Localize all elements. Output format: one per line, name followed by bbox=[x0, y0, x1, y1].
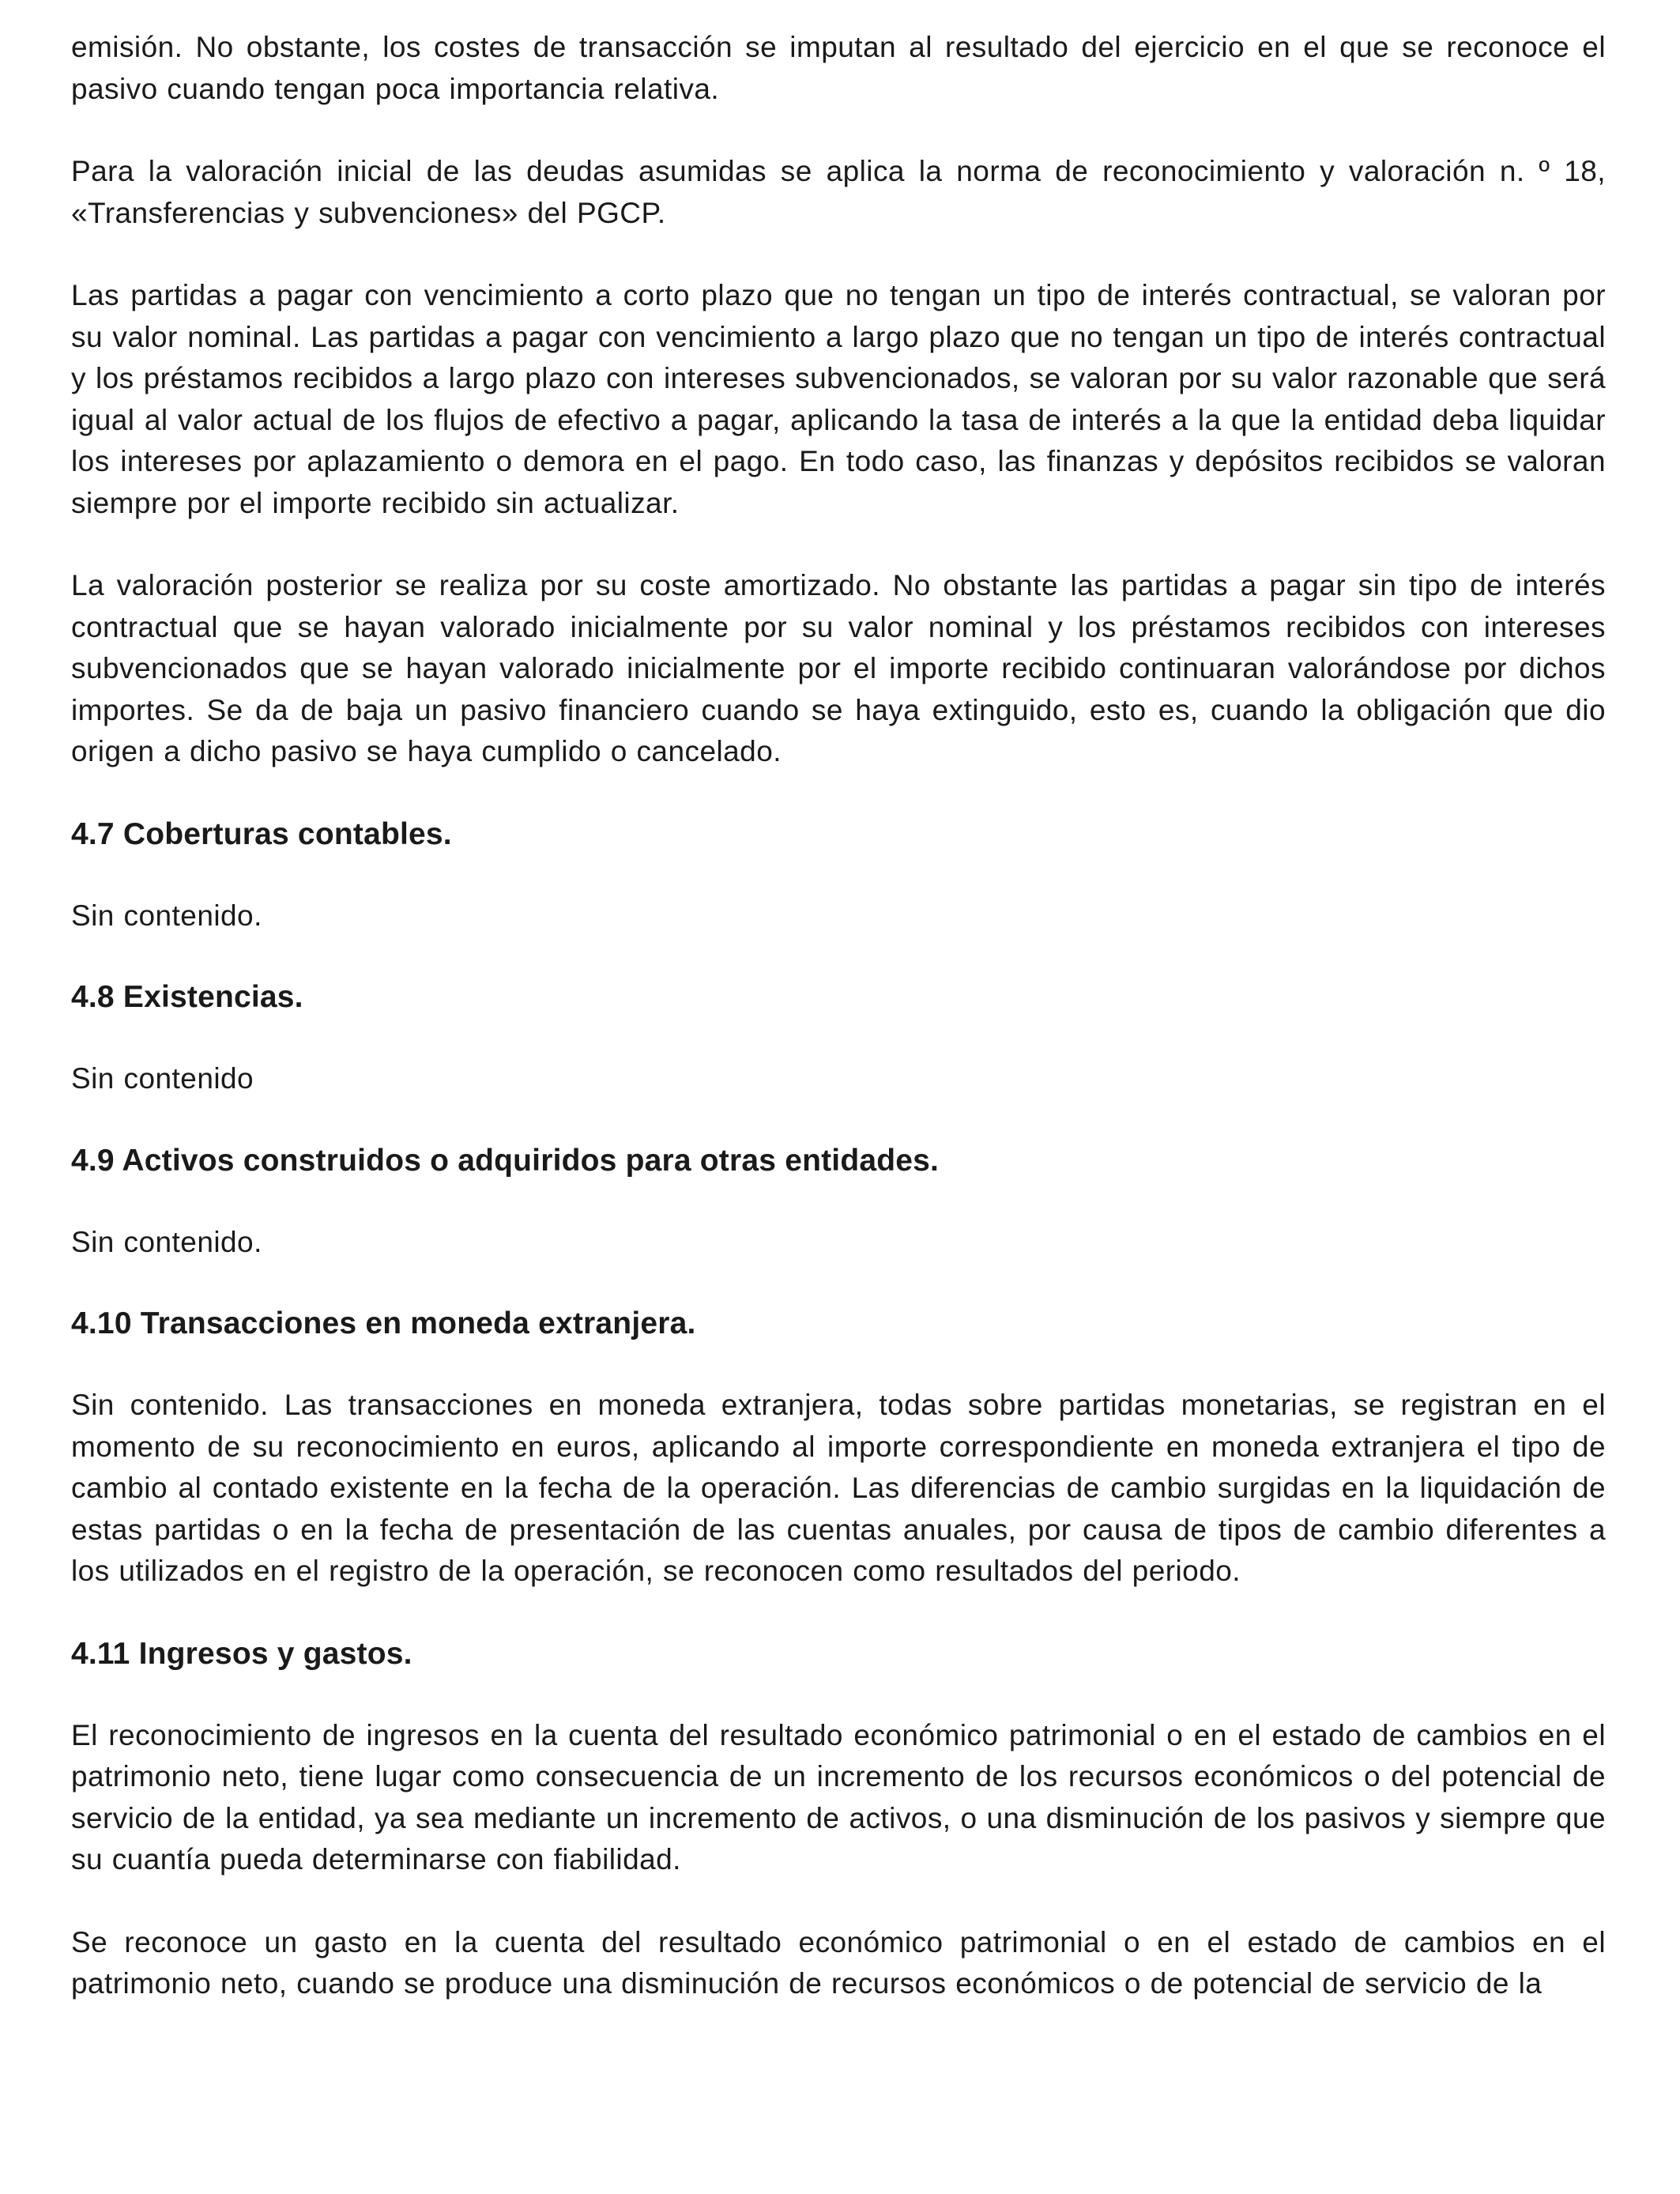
paragraph-emision-costes: emisión. No obstante, los costes de transacción se imputan al resultado del ejercicio en el que se reconoce el pasivo cuando tengan poca importancia relativa. bbox=[71, 31, 1606, 105]
heading-existencias: 4.8 Existencias. bbox=[71, 980, 303, 1014]
heading-ingresos-gastos: 4.11 Ingresos y gastos. bbox=[71, 1636, 412, 1671]
paragraph-reconocimiento-gasto: Se reconoce un gasto en la cuenta del resultado económico patrimonial o en el estado de cambios en el patrimonio neto, cuando se produce una disminución de recursos económicos o de potencial de servicio de la bbox=[71, 1925, 1606, 2000]
document-body bbox=[71, 27, 1606, 2005]
paragraph-partidas-a-pagar: Las partidas a pagar con vencimiento a corto plazo que no tengan un tipo de interés contractual, se valoran por su valor nominal. Las partidas a pagar con vencimiento a largo plazo que no tengan un tipo de interés contractual y los préstamos recibidos a largo plazo con intereses subvencionados, se valoran por su valor razonable que será igual al valor actual de los flujos de efectivo a pagar, aplicando la tasa de interés a la que la entidad deba liquidar los intereses por aplazamiento o demora en el pago. En todo caso, las finanzas y depósitos recibidos se valoran siempre por el importe recibido sin actualizar. bbox=[71, 279, 1606, 519]
paragraph-moneda-extranjera: Sin contenido. Las transacciones en moneda extranjera, todas sobre partidas monetarias, se registran en el momento de su reconocimiento en euros, aplicando al importe correspondiente en moneda extranjera el tipo de cambio al contado existente en la fecha de la operación. Las diferencias de cambio surgidas en la liquidación de estas partidas o en la fecha de presentación de las cuentas anuales, por causa de tipos de cambio diferentes a los utilizados en el registro de la operación, se reconocen como resultados del periodo. bbox=[71, 1389, 1606, 1587]
paragraph-reconocimiento-ingresos: El reconocimiento de ingresos en la cuenta del resultado económico patrimonial o en el estado de cambios en el patrimonio neto, tiene lugar como consecuencia de un incremento de los recursos económicos o del potencial de servicio de la entidad, ya sea mediante un incremento de activos, o una disminución de los pasivos y siempre que su cuantía pueda determinarse con fiabilidad. bbox=[71, 1718, 1606, 1875]
paragraph-valoracion-inicial-deudas: Para la valoración inicial de las deudas asumidas se aplica la norma de reconocimiento y valoración n. º 18, «Transferencias y subvenciones» del PGCP. bbox=[71, 155, 1606, 229]
paragraph-activos-sin-contenido: Sin contenido. bbox=[71, 1225, 262, 1258]
paragraph-valoracion-posterior: La valoración posterior se realiza por su coste amortizado. No obstante las partidas a pagar sin tipo de interés contractual que se hayan valorado inicialmente por su valor nominal y los préstamos recibidos con intereses subvencionados que se hayan valorado inicialmente por el importe recibido continuaran valorándose por dichos importes. Se da de baja un pasivo financiero cuando se haya extinguido, esto es, cuando la obligación que dio origen a dicho pasivo se haya cumplido o cancelado. bbox=[71, 569, 1606, 767]
heading-coberturas-contables: 4.7 Coberturas contables. bbox=[71, 816, 452, 851]
paragraph-coberturas-sin-contenido: Sin contenido. bbox=[71, 899, 262, 932]
heading-activos-construidos: 4.9 Activos construidos o adquiridos para otras entidades. bbox=[71, 1143, 940, 1178]
heading-moneda-extranjera: 4.10 Transacciones en moneda extranjera. bbox=[71, 1306, 696, 1340]
paragraph-existencias-sin-contenido: Sin contenido bbox=[71, 1062, 254, 1095]
